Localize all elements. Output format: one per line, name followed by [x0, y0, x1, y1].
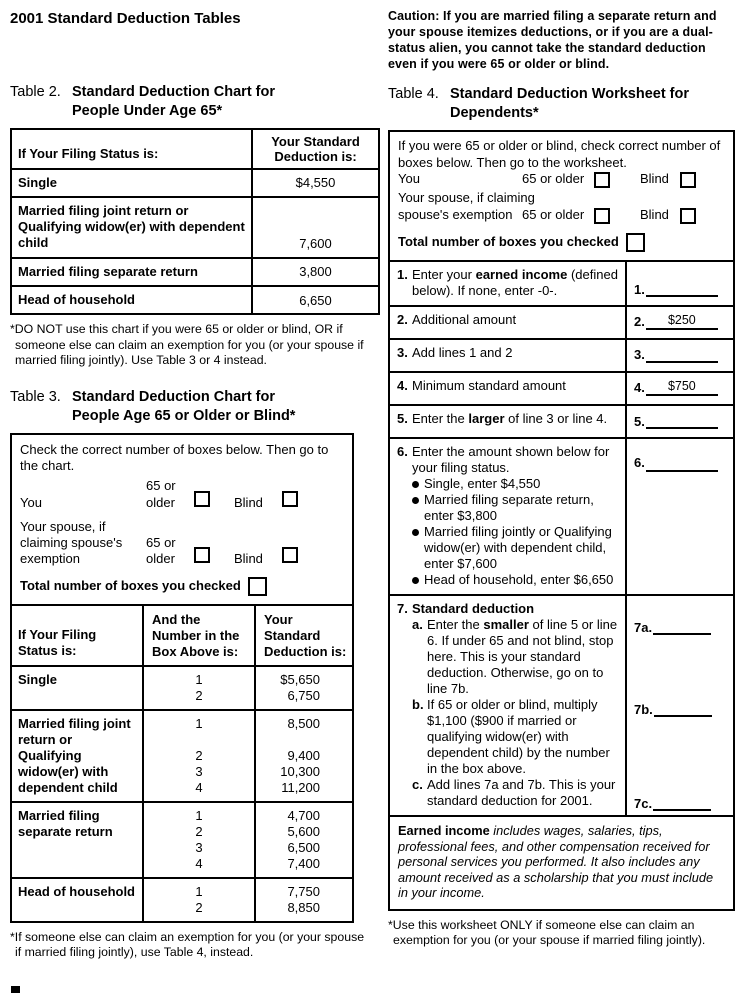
line7c-entry — [634, 794, 711, 811]
line7b-entry — [634, 700, 712, 717]
box-number: 1 — [195, 715, 203, 731]
table2-footnote: *DO NOT use this chart if you were 65 or older or blind, OR if someone else can claim an exemption for you (or your spouse if married filing jointly). Use Table 3 or 4 instead. — [10, 322, 364, 367]
table4-label: Table 4. — [388, 86, 439, 102]
worksheet-line-1 — [390, 260, 733, 305]
box-number: 2 — [195, 687, 203, 703]
line4-entry-value: $750 — [667, 379, 696, 394]
box-number-cell — [143, 710, 255, 802]
line3-text: Add lines 1 and 2 — [412, 345, 513, 361]
deduction-amount-cell — [255, 666, 352, 710]
line2-description — [390, 307, 625, 338]
bullet-icon — [412, 577, 419, 584]
filing-status-cell: Single — [11, 169, 252, 197]
box-number: 2 — [195, 899, 203, 915]
worksheet-line-3 — [390, 338, 733, 371]
spouse-label-line1: Your spouse, if claiming — [398, 190, 535, 206]
spouse-label-line2: spouse's exemption — [398, 207, 513, 223]
you-older-label: 65 or older — [522, 171, 585, 187]
line5-description — [390, 406, 625, 437]
line7b-item — [412, 697, 621, 777]
line3-number: 3. — [397, 345, 408, 361]
line6-text: Enter the amount shown below for your filing status. — [412, 444, 610, 476]
filing-status-cell: Married filing joint return or Qualifying widow(er) with dependent child — [12, 710, 143, 802]
deduction-amount: 5,600 — [287, 823, 320, 839]
line5-entry-blank[interactable] — [646, 412, 718, 429]
you-65-older-checkbox[interactable] — [594, 172, 610, 188]
spouse-65-older-checkbox[interactable] — [194, 547, 210, 563]
you-blind-checkbox[interactable] — [282, 491, 298, 507]
line7b-letter: b. — [412, 697, 424, 713]
bullet-text: Head of household, enter $6,650 — [424, 572, 614, 588]
table2 — [10, 128, 380, 316]
table-row — [12, 802, 352, 878]
bullet-text: Single, enter $4,550 — [424, 476, 541, 492]
you-blind-checkbox[interactable] — [680, 172, 696, 188]
table2-header-row — [11, 129, 379, 169]
worksheet-line-6 — [390, 437, 733, 594]
earned-income-term: Earned income — [398, 823, 490, 839]
filing-status-cell: Single — [12, 666, 143, 710]
line2-number: 2. — [397, 312, 408, 328]
table4-footnote: *Use this worksheet ONLY if someone else can claim an exemption for you (or your spouse if married filing jointly). — [388, 917, 706, 947]
box-number: 4 — [195, 779, 203, 795]
worksheet-line-4 — [390, 371, 733, 404]
right-column — [388, 8, 738, 948]
deduction-amount-cell — [255, 802, 352, 878]
you-blind-checkbox-cell — [282, 478, 302, 511]
line1-text-pre: Enter your — [412, 267, 476, 283]
table3-checkbox-grid — [20, 478, 302, 567]
line3-entry-cell — [625, 340, 733, 371]
line6-description — [390, 439, 625, 594]
deduction-amount: 6,500 — [287, 839, 320, 855]
deduction-amount: 9,400 — [287, 747, 320, 763]
spouse-label: Your spouse, if claiming spouse's exemption — [20, 518, 123, 567]
line7b-text: If 65 or older or blind, multiply $1,100 ($900 if married or qualifying widow(er) with dependent child) by the number in the box above. — [427, 697, 610, 777]
line2-entry-value: $250 — [667, 313, 696, 328]
deduction-amount: 10,300 — [280, 763, 320, 779]
chart-col2-header: And the Number in the Box Above is: — [143, 605, 255, 666]
line1-entry-blank[interactable] — [646, 280, 718, 297]
line7a-text-pre: Enter the — [427, 617, 484, 633]
table2-col1-header: If Your Filing Status is: — [11, 129, 252, 169]
table2-title: Standard Deduction Chart for People Under Age 65* — [72, 84, 276, 119]
deduction-amount-cell — [255, 878, 352, 921]
table4 — [388, 130, 735, 911]
list-item — [412, 476, 621, 492]
line4-entry-ref: 4. — [634, 380, 645, 396]
line7b-entry-ref: 7b. — [634, 702, 653, 718]
deduction-amount-cell: $4,550 — [252, 169, 379, 197]
total-boxes-label: Total number of boxes you checked — [20, 578, 241, 594]
deduction-amount: 7,400 — [287, 855, 320, 871]
line4-text: Minimum standard amount — [412, 378, 566, 394]
line5-text-post: of line 3 or line 4. — [504, 411, 608, 427]
table-row — [12, 710, 352, 802]
box-number: 4 — [195, 855, 203, 871]
deduction-amount: 4,700 — [287, 807, 320, 823]
line4-description — [390, 373, 625, 404]
line7-items — [412, 617, 621, 809]
filing-status-cell: Married filing separate return — [11, 258, 252, 286]
filing-status-cell: Married filing joint return or Qualifying widow(er) with dependent child — [11, 197, 252, 258]
line3-entry-blank[interactable] — [646, 346, 718, 363]
line6-number: 6. — [397, 444, 408, 460]
total-boxes-label: Total number of boxes you checked — [398, 234, 619, 250]
line4-number: 4. — [397, 378, 408, 394]
table-row — [11, 169, 379, 197]
worksheet-line-5 — [390, 404, 733, 437]
chart-col3-header: Your Standard Deduction is: — [255, 605, 352, 666]
line7a-text-bold: smaller — [483, 617, 529, 633]
deduction-amount: 8,500 — [287, 715, 320, 731]
line1-text — [412, 267, 621, 299]
line5-text — [412, 411, 621, 427]
line1-number: 1. — [397, 267, 408, 283]
table3-chart — [12, 604, 352, 921]
spouse-checkbox-row — [398, 207, 725, 224]
line2-entry-blank[interactable] — [646, 313, 718, 330]
you-label: You — [20, 494, 42, 510]
end-of-document-marker — [11, 986, 20, 993]
table4-check-section — [390, 132, 733, 260]
deduction-amount-cell: 6,650 — [252, 286, 379, 314]
deduction-amount: 6,750 — [287, 687, 320, 703]
list-item — [412, 492, 621, 524]
line7-description — [390, 596, 625, 815]
table3-check-section — [12, 435, 352, 604]
you-older-checkbox-cell — [194, 478, 234, 511]
box-number: 1 — [195, 671, 203, 687]
bullet-icon — [412, 529, 419, 536]
line7a-text-post: of line 5 or line 6. If under 65 and not blind, stop here. This is your standard deduction. Otherwise, go on to line 7b. — [427, 617, 618, 697]
table-row — [12, 878, 352, 921]
line5-entry-ref: 5. — [634, 414, 645, 430]
line1-entry-cell — [625, 262, 733, 305]
box-number: 3 — [195, 763, 203, 779]
deduction-amount-cell — [255, 710, 352, 802]
spouse-blind-checkbox[interactable] — [282, 547, 298, 563]
box-number — [148, 732, 250, 748]
caution-note: Caution: If you are married filing a separate return and your spouse itemizes deductions, or if you are a dual-status alien, you cannot take the standard deduction even if you were 65 or older or blind. — [388, 9, 717, 71]
line7c-entry-blank[interactable] — [653, 794, 711, 811]
deduction-amount: 7,750 — [287, 883, 320, 899]
box-number-cell — [143, 878, 255, 921]
deduction-amount: $5,650 — [280, 671, 320, 687]
line7b-entry-blank[interactable] — [654, 700, 712, 717]
line7-number: 7. — [397, 601, 408, 617]
line7c-entry-ref: 7c. — [634, 796, 653, 812]
you-label: You — [398, 171, 420, 187]
spouse-blind-label: Blind — [234, 551, 263, 567]
deduction-amount-cell: 7,600 — [252, 197, 379, 258]
table3-chart-header-row — [12, 605, 352, 666]
table4-heading — [388, 85, 738, 123]
table3-footnote: *If someone else can claim an exemption for you (or your spouse if married filing jointly), use Table 4, instead. — [10, 929, 365, 960]
spouse-blind-checkbox[interactable] — [680, 208, 696, 224]
line1-entry-ref: 1. — [634, 282, 645, 298]
list-item — [412, 524, 621, 572]
line4-entry-blank[interactable] — [646, 379, 718, 396]
line7c-item — [412, 777, 621, 809]
line6-entry-ref: 6. — [634, 455, 645, 471]
table3-total-checkbox[interactable] — [248, 577, 267, 596]
line7c-letter: c. — [412, 777, 423, 793]
earned-income-definition: includes wages, salaries, tips, professional fees, and other compensation received for personal services you performed. It also includes any amount received as a scholarship that you must include in your income. — [398, 823, 714, 901]
line5-text-bold: larger — [468, 411, 505, 427]
box-number: 2 — [195, 747, 203, 763]
left-column — [10, 10, 366, 993]
table4-check-intro: If you were 65 or older or blind, check correct number of boxes below. Then go to the worksheet. — [398, 137, 721, 170]
table-row — [11, 286, 379, 314]
table4-total-checkbox[interactable] — [626, 233, 645, 252]
line2-entry-cell — [625, 307, 733, 338]
line7c-text: Add lines 7a and 7b. This is your standard deduction for 2001. — [427, 777, 616, 809]
spouse-blind-label: Blind — [640, 207, 669, 223]
box-number: 3 — [195, 839, 203, 855]
you-blind-label: Blind — [234, 494, 263, 510]
line6-entry-blank[interactable] — [646, 455, 718, 472]
table2-col2-header: Your Standard Deduction is: — [252, 129, 379, 169]
spouse-blind-checkbox-cell — [282, 511, 302, 568]
deduction-amount — [260, 732, 320, 748]
line7a-entry-ref: 7a. — [634, 620, 653, 636]
you-checkbox-row — [398, 171, 725, 188]
filing-status-cell: Head of household — [11, 286, 252, 314]
line3-entry-ref: 3. — [634, 347, 645, 363]
box-number: 1 — [195, 883, 203, 899]
chart-col1-header: If Your Filing Status is: — [12, 605, 143, 666]
bullet-icon — [412, 481, 419, 488]
table-row — [11, 258, 379, 286]
line6-entry-cell — [625, 439, 733, 594]
deduction-amount: 8,850 — [287, 899, 320, 915]
line2-text: Additional amount — [412, 312, 517, 328]
line7a-letter: a. — [412, 617, 423, 633]
bullet-text: Married filing separate return, enter $3,800 — [424, 492, 594, 524]
spouse-older-label: 65 or older — [522, 207, 585, 223]
filing-status-cell: Married filing separate return — [12, 802, 143, 878]
box-number: 1 — [195, 807, 203, 823]
line7a-entry-blank[interactable] — [653, 618, 711, 635]
table3-title: Standard Deduction Chart for People Age 65 or Older or Blind* — [72, 389, 296, 425]
line1-description — [390, 262, 625, 305]
table3-heading — [10, 388, 366, 426]
table2-heading — [10, 83, 366, 121]
line5-number: 5. — [397, 411, 408, 427]
you-blind-label: Blind — [640, 171, 669, 187]
spouse-checkbox-row — [20, 511, 302, 568]
box-number-cell — [143, 666, 255, 710]
page-title: 2001 Standard Deduction Tables — [10, 10, 241, 27]
earned-income-note — [390, 815, 733, 909]
line7a-item — [412, 617, 621, 697]
line3-description — [390, 340, 625, 371]
table-row — [12, 666, 352, 710]
you-older-label: 65 or older — [146, 478, 176, 510]
spouse-older-checkbox-cell — [194, 511, 234, 568]
table2-label: Table 2. — [10, 84, 61, 100]
table4-title: Standard Deduction Worksheet for Dependents* — [450, 86, 690, 121]
bullet-text: Married filing jointly or Qualifying widow(er) with dependent child, enter $7,600 — [424, 524, 612, 572]
line5-entry-cell — [625, 406, 733, 437]
spouse-65-older-checkbox[interactable] — [594, 208, 610, 224]
box-number-cell — [143, 802, 255, 878]
line7-title: Standard deduction — [412, 601, 535, 617]
worksheet-line-7 — [390, 594, 733, 815]
line1-text-post: (defined below). If none, enter -0-. — [412, 267, 618, 299]
table3-total-line — [20, 577, 344, 596]
line2-entry-ref: 2. — [634, 314, 645, 330]
deduction-amount-cell: 3,800 — [252, 258, 379, 286]
spouse-older-label: 65 or older — [146, 535, 176, 567]
worksheet-line-2 — [390, 305, 733, 338]
table4-total-line — [398, 233, 725, 252]
line4-entry-cell — [625, 373, 733, 404]
line7-entry-cell — [625, 596, 733, 815]
box-number: 2 — [195, 823, 203, 839]
line1-text-bold: earned income — [475, 267, 568, 283]
table3-label: Table 3. — [10, 389, 61, 406]
filing-status-cell: Head of household — [12, 878, 143, 921]
line7a-text — [427, 617, 621, 697]
table-row — [11, 197, 379, 258]
you-65-older-checkbox[interactable] — [194, 491, 210, 507]
table3-check-intro: Check the correct number of boxes below. Then go to the chart. — [20, 441, 329, 474]
list-item — [412, 572, 621, 588]
bullet-icon — [412, 497, 419, 504]
line5-text-pre: Enter the — [412, 411, 469, 427]
line7a-entry — [634, 618, 711, 635]
table3 — [10, 433, 354, 923]
line6-options — [412, 476, 621, 588]
deduction-amount: 11,200 — [281, 779, 320, 795]
you-checkbox-row — [20, 478, 302, 511]
